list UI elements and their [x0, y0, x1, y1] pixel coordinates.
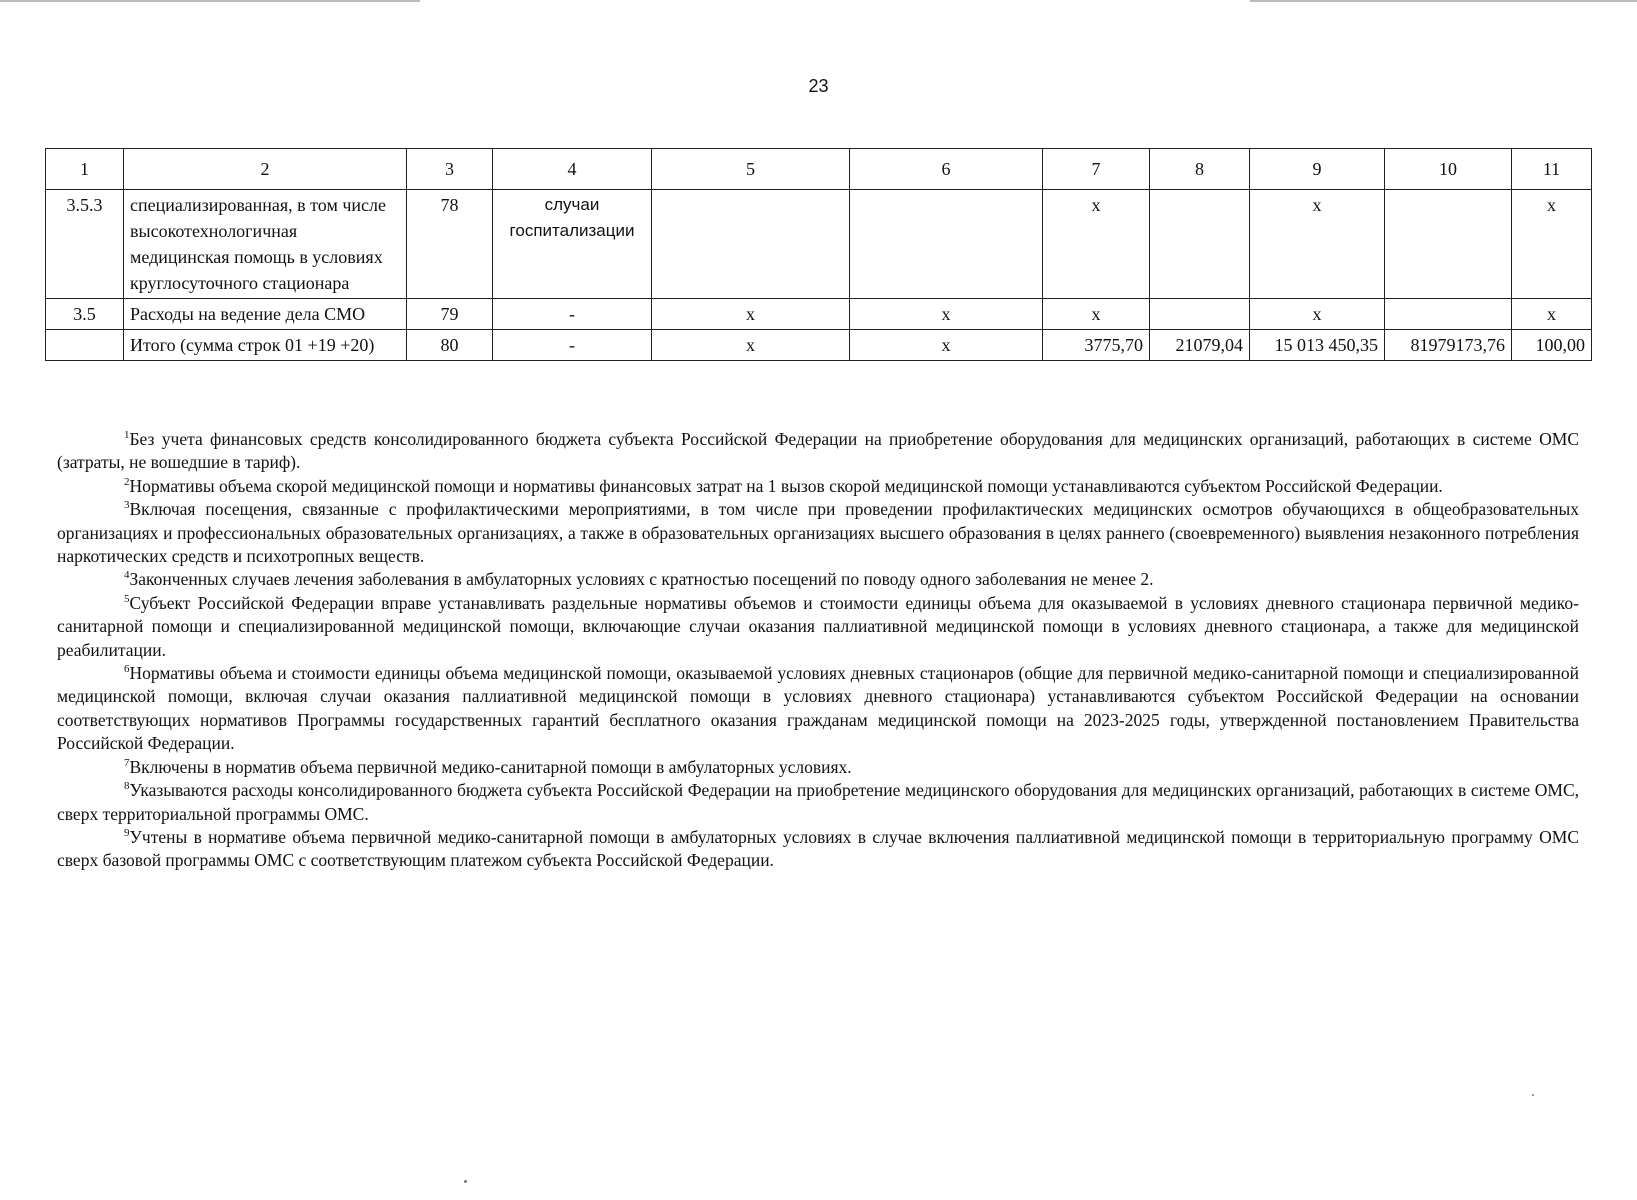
scan-edge-top-right — [1250, 0, 1637, 2]
table-row-total — [46, 330, 1592, 361]
footnote-text: Нормативы объема скорой медицинской помощи и нормативы финансовых затрат на 1 вызов скорой медицинской помощи устанавливаются субъектом Российской Федерации. — [129, 475, 1443, 496]
table-cell: 21079,04 — [1150, 330, 1250, 361]
footnote-text: Законченных случаев лечения заболевания в амбулаторных условиях с кратностью посещений по поводу одного заболевания не менее 2. — [129, 569, 1154, 590]
table-cell: х — [1043, 299, 1150, 330]
footnote — [57, 662, 1579, 756]
header-cell: 7 — [1043, 149, 1150, 190]
table-cell: х — [1250, 190, 1385, 299]
footnote-text: Субъект Российской Федерации вправе устанавливать раздельные нормативы объемов и стоимости единицы объема для оказываемой в условиях дневного стационара первичной медико-санитарной помощи и специализированной медицинской помощи, включающие случаи оказания паллиативной медицинской помощи в условиях дневного стационара, а также для медицинской реабилитации. — [57, 592, 1579, 660]
footnote-text: Включая посещения, связанные с профилактическими мероприятиями, в том числе при проведении профилактических медицинских осмотров обучающихся в общеобразовательных организациях и профессиональных образовательных организациях, а также в образовательных организациях высшего образования в целях раннего (своевременного) выявления незаконного потребления наркотических средств и психотропных веществ. — [57, 499, 1579, 567]
table-row — [46, 190, 1592, 299]
table-cell: Итого (сумма строк 01 +19 +20) — [124, 330, 407, 361]
scan-speck — [464, 1180, 467, 1183]
scan-edge-top-left — [0, 0, 420, 2]
footnote-text: Учтены в нормативе объема первичной медико-санитарной помощи в амбулаторных условиях в случае включения паллиативной медицинской помощи в территориальную программу ОМС сверх базовой программы ОМС с соответствующим платежом субъекта Российской Федерации. — [57, 826, 1579, 871]
header-cell: 3 — [407, 149, 493, 190]
table-cell — [1385, 190, 1512, 299]
table-cell: х — [652, 330, 850, 361]
table-cell: х — [1250, 299, 1385, 330]
table-cell — [1150, 190, 1250, 299]
header-cell: 2 — [124, 149, 407, 190]
table-cell: х — [1512, 299, 1592, 330]
footnote-number: 5 — [124, 593, 130, 606]
table-cell — [46, 330, 124, 361]
footnote-text: Включены в норматив объема первичной медико-санитарной помощи в амбулаторных условиях. — [129, 756, 852, 777]
footnote-text: Нормативы объема и стоимости единицы объема медицинской помощи, оказываемой условиях дневных стационаров (общие для первичной медико-санитарной помощи и специализированной медицинской помощи, включая случаи оказания паллиативной медицинской помощи в условиях дневного стационара) устанавливаются субъектом Российской Федерации на основании соответствующих нормативов Программы государственных гарантий бесплатного оказания гражданам медицинской помощи на 2023-2025 годы, утвержденной постановлением Правительства Российской Федерации. — [57, 663, 1579, 754]
footnote — [57, 428, 1579, 475]
table-cell: 3.5 — [46, 299, 124, 330]
footnote-number: 9 — [124, 827, 130, 840]
table-cell: х — [850, 299, 1043, 330]
table-cell: 100,00 — [1512, 330, 1592, 361]
table-row — [46, 299, 1592, 330]
footnote — [57, 779, 1579, 826]
table-cell — [652, 190, 850, 299]
header-cell: 10 — [1385, 149, 1512, 190]
table-cell: 3775,70 — [1043, 330, 1150, 361]
footnotes — [57, 428, 1579, 873]
table-cell: 78 — [407, 190, 493, 299]
footnote-number: 6 — [124, 663, 130, 676]
table-cell: 79 — [407, 299, 493, 330]
table-cell — [850, 190, 1043, 299]
table-cell: х — [1043, 190, 1150, 299]
footnote — [57, 756, 1579, 779]
footnote-text: Указываются расходы консолидированного бюджета субъекта Российской Федерации на приобретение медицинского оборудования для медицинских организаций, работающих в системе ОМС, сверх территориальной программы ОМС. — [57, 780, 1579, 824]
footnote-number: 7 — [124, 756, 130, 769]
header-cell: 6 — [850, 149, 1043, 190]
data-table — [45, 148, 1592, 361]
page-number: 23 — [808, 76, 829, 96]
scan-speck — [1532, 1094, 1534, 1096]
footnote — [57, 592, 1579, 662]
header-cell: 1 — [46, 149, 124, 190]
table-cell: х — [652, 299, 850, 330]
footnote — [57, 568, 1579, 591]
table-cell: специализированная, в том числе высокотехнологичная медицинская помощь в условиях круглосуточного стационара — [124, 190, 407, 299]
table-cell: 3.5.3 — [46, 190, 124, 299]
table-cell: 15 013 450,35 — [1250, 330, 1385, 361]
header-cell: 11 — [1512, 149, 1592, 190]
table-cell: 81979173,76 — [1385, 330, 1512, 361]
table-cell: х — [850, 330, 1043, 361]
footnote-number: 3 — [124, 499, 130, 512]
footnote-text: Без учета финансовых средств консолидированного бюджета субъекта Российской Федерации на приобретение оборудования для медицинских организаций, работающих в системе ОМС (затраты, не вошедшие в тариф). — [57, 429, 1579, 473]
table-cell: случаи госпитализации — [493, 190, 652, 299]
footnote-number: 1 — [124, 429, 130, 442]
footnote-number: 4 — [124, 569, 130, 582]
table-cell: - — [493, 299, 652, 330]
footnote — [57, 826, 1579, 873]
header-cell: 9 — [1250, 149, 1385, 190]
table-cell: х — [1512, 190, 1592, 299]
table-header-row — [46, 149, 1592, 190]
footnote — [57, 498, 1579, 568]
header-cell: 8 — [1150, 149, 1250, 190]
table-cell: Расходы на ведение дела СМО — [124, 299, 407, 330]
header-cell: 4 — [493, 149, 652, 190]
footnote — [57, 475, 1579, 498]
table-cell: 80 — [407, 330, 493, 361]
table-cell: - — [493, 330, 652, 361]
footnote-number: 8 — [124, 780, 130, 793]
table-cell — [1150, 299, 1250, 330]
header-cell: 5 — [652, 149, 850, 190]
table-cell — [1385, 299, 1512, 330]
footnote-number: 2 — [124, 475, 130, 488]
